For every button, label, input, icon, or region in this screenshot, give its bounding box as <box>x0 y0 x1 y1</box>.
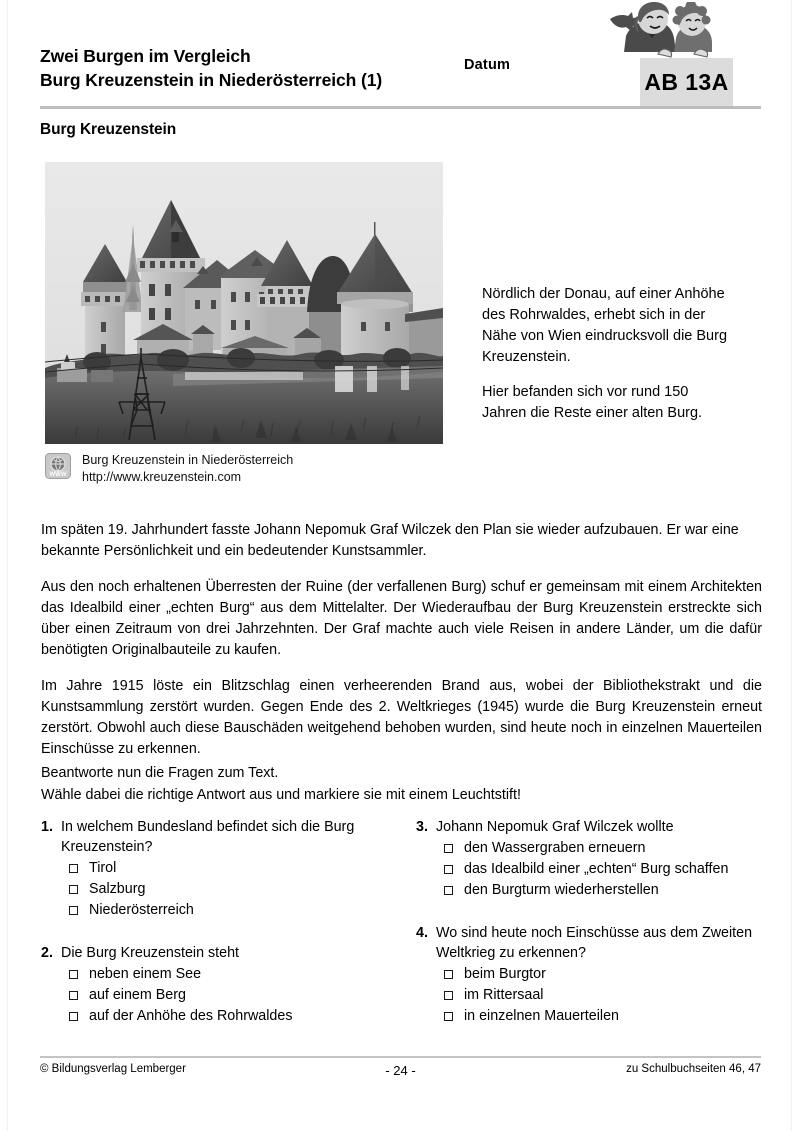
question-3-option-2[interactable] <box>444 859 764 880</box>
option-label: den Wassergraben erneuern <box>464 840 646 856</box>
www-icon-label: WWW <box>49 472 67 478</box>
option-label: neben einem See <box>89 966 202 982</box>
question-3-text: Johann Nepomuk Graf Wilczek wollte <box>436 819 674 835</box>
questions-column-left <box>41 817 391 1027</box>
question-2-option-3[interactable] <box>69 1006 391 1027</box>
question-1-head <box>41 817 391 857</box>
sheet-badge-label: AB 13A <box>644 69 729 95</box>
option-label: in einzelnen Mauerteilen <box>464 1008 619 1024</box>
page-edge-left <box>7 0 8 1131</box>
question-2-options <box>69 964 391 1027</box>
checkbox-icon[interactable] <box>69 906 78 915</box>
caption-line-2: http://www.kreuzenstein.com <box>82 469 242 484</box>
question-4-text: Wo sind heute noch Einschüsse aus dem Zweiten Weltkrieg zu erkennen? <box>436 925 753 961</box>
question-4-option-1[interactable] <box>444 964 764 985</box>
checkbox-icon[interactable] <box>69 864 78 873</box>
option-label: auf der Anhöhe des Rohrwaldes <box>89 1008 293 1024</box>
question-1-option-1[interactable] <box>69 858 391 879</box>
footer-page-number: - 24 - <box>385 1063 416 1078</box>
worksheet-title <box>40 44 460 92</box>
side-paragraph-1: Nördlich der Donau, auf einer Anhöhe des Rohrwaldes, erhebt sich in der Nähe von Wien eindrucksvoll die Burg Kreuzenstein. <box>482 286 728 365</box>
question-1-text: In welchem Bundesland befindet sich die Burg Kreuzenstein? <box>61 819 355 855</box>
question-3-options <box>444 838 764 901</box>
checkbox-icon[interactable] <box>444 991 453 1000</box>
checkbox-icon[interactable] <box>69 885 78 894</box>
question-4-option-3[interactable] <box>444 1006 764 1027</box>
question-4-number: 4. <box>416 925 428 941</box>
option-label: auf einem Berg <box>89 987 186 1003</box>
castle-photo <box>45 162 443 444</box>
option-label: beim Burgtor <box>464 966 546 982</box>
www-globe-icon <box>45 453 71 479</box>
question-1-options <box>69 858 391 921</box>
question-4 <box>416 923 764 1027</box>
checkbox-icon[interactable] <box>69 970 78 979</box>
checkbox-icon[interactable] <box>444 844 453 853</box>
option-label: Salzburg <box>89 881 146 897</box>
castle-photograph-icon <box>45 162 443 444</box>
instruction-line-1: Beantworte nun die Fragen zum Text. <box>41 765 279 781</box>
photo-caption <box>45 452 445 485</box>
question-3-option-1[interactable] <box>444 838 764 859</box>
instruction-line-2: Wähle dabei die richtige Antwort aus und markiere sie mit einem Leuchtstift! <box>41 786 521 803</box>
caption-line-1: Burg Kreuzenstein in Niederösterreich <box>82 453 294 467</box>
question-4-option-2[interactable] <box>444 985 764 1006</box>
caption-text-block <box>82 452 293 485</box>
question-3 <box>416 817 764 901</box>
option-label: im Rittersaal <box>464 987 544 1003</box>
checkbox-icon[interactable] <box>444 865 453 874</box>
question-3-number: 3. <box>416 819 428 835</box>
footer-copyright: © Bildungsverlag Lemberger <box>40 1063 186 1075</box>
header-divider <box>40 106 761 109</box>
question-2-option-2[interactable] <box>69 985 391 1006</box>
checkbox-icon[interactable] <box>69 1012 78 1021</box>
body-paragraph-2: Aus den noch erhaltenen Überresten der Ruine (der verfallenen Burg) schuf er gemeinsam mit einem Architekten das Idealbild einer „echten Burg“ aus dem Mittelalter. Der Wiederaufbau der Burg Kreuzenstein erstreckte sich über einen Zeitraum von drei Jahrzehnten. Der Graf machte auch viele Reisen in andere Länder, um die dafür benötigten Originalbauteile zu kaufen. <box>41 579 762 658</box>
section-title: Burg Kreuzenstein <box>40 121 177 138</box>
title-line-2: Burg Kreuzenstein in Niederösterreich (1) <box>40 70 383 90</box>
sheet-badge-group <box>592 0 760 110</box>
option-label: Niederösterreich <box>89 902 194 918</box>
option-label: den Burgturm wiederherstellen <box>464 882 659 898</box>
two-children-illustration-icon <box>606 2 736 64</box>
side-paragraph-2: Hier befanden sich vor rund 150 Jahren die Reste einer alten Burg. <box>482 384 703 421</box>
footer-reference: zu Schulbuchseiten 46, 47 <box>626 1063 761 1075</box>
question-4-head <box>416 923 764 963</box>
question-3-option-3[interactable] <box>444 880 764 901</box>
sheet-badge <box>640 58 733 108</box>
page-edge-right <box>791 0 792 1131</box>
question-2-text: Die Burg Kreuzenstein steht <box>61 945 240 961</box>
question-1-option-3[interactable] <box>69 900 391 921</box>
datum-label: Datum <box>464 57 511 73</box>
instructions <box>41 763 741 806</box>
question-3-head <box>416 817 764 837</box>
checkbox-icon[interactable] <box>444 886 453 895</box>
intro-side-text <box>482 284 732 424</box>
page-footer <box>40 1063 761 1081</box>
question-4-options <box>444 964 764 1027</box>
question-1-option-2[interactable] <box>69 879 391 900</box>
option-label: das Idealbild einer „echten“ Burg schaffen <box>464 861 729 877</box>
body-paragraph-3: Im Jahre 1915 löste ein Blitzschlag einen verheerenden Brand aus, wobei der Bibliothekstrakt und die Kunstsammlung zerstört wurden. Gegen Ende des 2. Weltkrieges (1945) wurde die Burg Kreuzenstein erneut zerstört. Obwohl auch diese Bauschäden weitgehend behoben wurden, sind heute noch in einzelnen Mauerteilen Einschüsse zu erkennen. <box>41 678 762 757</box>
checkbox-icon[interactable] <box>69 991 78 1000</box>
option-label: Tirol <box>89 860 117 876</box>
question-1 <box>41 817 391 921</box>
title-line-1: Zwei Burgen im Vergleich <box>40 46 251 66</box>
question-2-number: 2. <box>41 945 53 961</box>
question-2-head <box>41 943 391 963</box>
body-paragraph-1: Im späten 19. Jahrhundert fasste Johann Nepomuk Graf Wilczek den Plan sie wieder aufzubauen. Er war eine bekannte Persönlichkeit und ein bedeutender Kunstsammler. <box>41 522 739 559</box>
questions-column-right <box>416 817 764 1027</box>
footer-divider <box>40 1056 761 1058</box>
question-2-option-1[interactable] <box>69 964 391 985</box>
body-text <box>41 520 762 760</box>
question-1-number: 1. <box>41 819 53 835</box>
question-2 <box>41 943 391 1027</box>
checkbox-icon[interactable] <box>444 970 453 979</box>
checkbox-icon[interactable] <box>444 1012 453 1021</box>
